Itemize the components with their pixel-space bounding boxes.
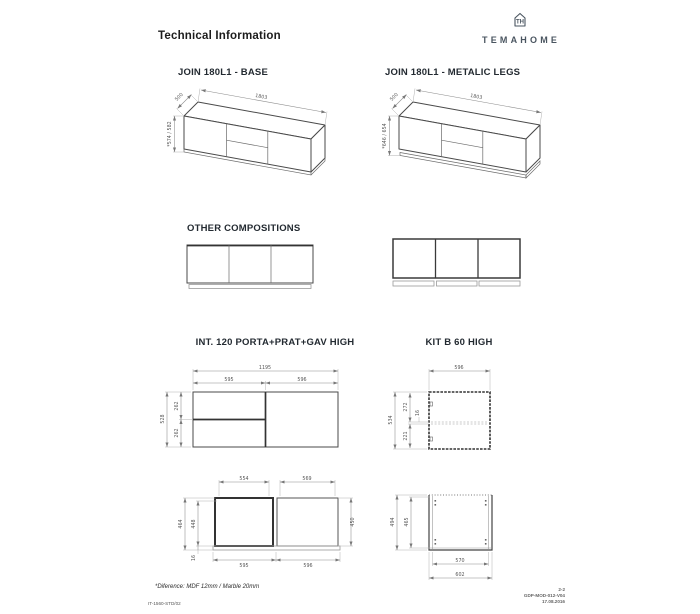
dim-inner-width: 570 (455, 559, 465, 564)
dim-depth: 500 (389, 92, 400, 103)
dim-total-height: 528 (161, 414, 166, 424)
composition-metalic-drawing (392, 238, 522, 288)
dim-height: *646 / 654 (383, 123, 388, 149)
dim-lower-height: 262 (175, 428, 180, 438)
section-title-other-compositions: OTHER COMPOSITIONS (187, 223, 301, 234)
page-number: 2-2 (558, 587, 565, 592)
cabinet-front (193, 392, 338, 447)
dim-base-height: 16 (192, 554, 197, 562)
section-title-int120: INT. 120 PORTA+PRAT+GAV HIGH (195, 337, 355, 348)
material-note: *Diference: MDF 12mm / Marble 20mm (155, 584, 260, 590)
dim-right-height: 450 (351, 517, 356, 527)
dim-shelf-thickness: 16 (416, 409, 421, 417)
revision-date: 17.08.2016 (542, 599, 565, 604)
document-id: IT-1560-STD/02 (148, 601, 181, 606)
dimensions (160, 365, 338, 447)
kitb60-front-drawing (385, 358, 505, 468)
modules (213, 498, 340, 550)
dimensions (178, 476, 356, 569)
dim-left-total-height: 464 (179, 519, 184, 529)
dim-left-width: 595 (239, 564, 249, 569)
kit-box (429, 495, 492, 550)
join-metalic-drawing (363, 86, 563, 191)
dim-upper-height: 262 (175, 401, 180, 411)
section-title-join-metalic: JOIN 180L1 - METALIC LEGS (385, 67, 521, 78)
int120-open-drawing (155, 468, 375, 588)
dim-width: 596 (454, 366, 464, 371)
dim-total-height: 494 (391, 517, 396, 527)
temahome-house-icon (508, 12, 532, 28)
dim-width: 1803 (254, 93, 268, 102)
dim-total-width: 602 (455, 573, 465, 578)
section-title-join-base: JOIN 180L1 - BASE (178, 67, 268, 78)
dim-inner-height: 465 (405, 517, 410, 527)
dim-right-opening-width: 569 (302, 477, 312, 482)
int120-front-drawing (155, 358, 375, 463)
cabinet-body (399, 102, 540, 172)
dim-left-opening-height: 448 (192, 519, 197, 529)
dim-total-width: 1195 (258, 366, 272, 371)
dim-height: *574 / 582 (168, 121, 173, 147)
kit-box (429, 392, 490, 449)
brand-logo (508, 12, 532, 28)
dim-right-width: 596 (297, 378, 307, 383)
kitb60-side-drawing (385, 478, 505, 593)
brand-name: TEMAHOME (482, 35, 561, 45)
dim-width: 1803 (469, 93, 483, 102)
dim-left-width: 595 (224, 378, 234, 383)
cabinet-body (184, 102, 325, 175)
dim-left-opening-width: 554 (239, 477, 249, 482)
reference-code: GDP-MOD-012-V04 (523, 593, 565, 598)
composition-base-drawing (186, 244, 316, 292)
dimensions (388, 365, 490, 449)
page-title: Technical Information (158, 30, 281, 42)
dimensions (390, 495, 492, 580)
section-title-kitb60: KIT B 60 HIGH (425, 337, 493, 348)
dim-lower-height: 221 (404, 431, 409, 441)
brand-monogram: TH (516, 19, 524, 26)
footer-right-block (425, 587, 565, 605)
dim-total-height: 534 (389, 415, 394, 425)
dim-depth: 500 (174, 92, 185, 103)
join-base-drawing (148, 86, 348, 191)
dim-right-width: 596 (303, 564, 313, 569)
dim-upper-height: 272 (404, 402, 409, 412)
